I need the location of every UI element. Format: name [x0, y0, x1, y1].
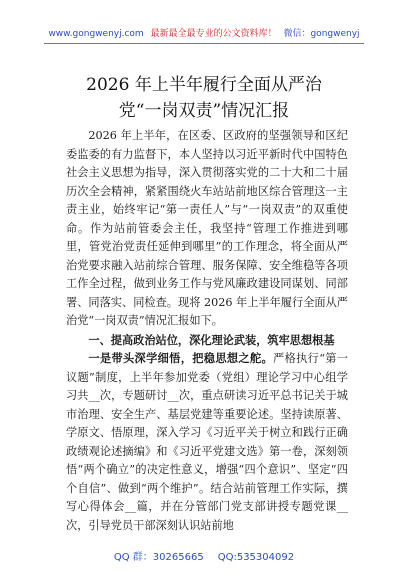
header-slogan: 最新最全最专业的公文资料库！ [150, 29, 277, 39]
page-footer [0, 551, 408, 565]
document-title: 2026 年上半年履行全面从严治党“一岗双责”情况汇报 [86, 75, 322, 121]
header-divider [44, 43, 364, 44]
subsection-paragraph-1 [66, 349, 348, 535]
intro-paragraph: 2026 年上半年，在区委、区政府的坚强领导和区纪委监委的有力监督下，本人坚持以习近平新时代中国特色社会主义思想为指导，深入贯彻落实党的二十大和二十届历次全会精神，紧紧围绕火车站站前地区综合管理这一主责主业，始终牢记“第一责任人”与“一岗双责”的双重使命。作为站前管委会主任，我坚持“管理工作推进到哪里，管党治党责任延伸到哪里”的工作理念，将全面从严治党要求融入站前综合管理、服务保障、安全维稳等各项工作全过程，做到业务工作与党风廉政建设同谋划、同部署、同落实、同检查。现将 2026 年上半年履行全面从严治党“一岗双责”情况汇报如下。 [66, 129, 348, 327]
section-heading-1: 一、提高政治站位，深化理论武装，筑牢思想根基 [88, 332, 335, 347]
subsection-lead: 一是带头深学细悟，把稳思想之舵。 [88, 351, 274, 365]
document-body [66, 127, 348, 535]
footer-qq: QQ:535304092 [217, 552, 295, 563]
header-site-link[interactable]: www.gongwenyj.com [48, 29, 144, 39]
page-header [0, 28, 408, 40]
footer-qq-group: QQ 群：30265665 [113, 552, 204, 563]
subsection-text: 严格执行“第一议题”制度，上半年参加党委（党组）理论学习中心组学习共__次，专题研讨__次，重点研读习近平总书记关于城市治理、安全生产、基层党建等重要论述。坚持读原著、学原文、悟原理，深入学习《习近平关于树立和践行正确政绩观论述摘编》和《习近平党建文选》第一卷，深刻领悟“两个确立”的决定性意义，增强“四个意识”、坚定“四个自信”、做到“两个维护”。结合站前管理工作实际，撰写心得体会__篇，并在分管部门党支部讲授专题党课__次，引导党员干部深刻认识站前地 [66, 352, 348, 532]
header-wechat: 微信：gongwenyj [283, 29, 360, 39]
